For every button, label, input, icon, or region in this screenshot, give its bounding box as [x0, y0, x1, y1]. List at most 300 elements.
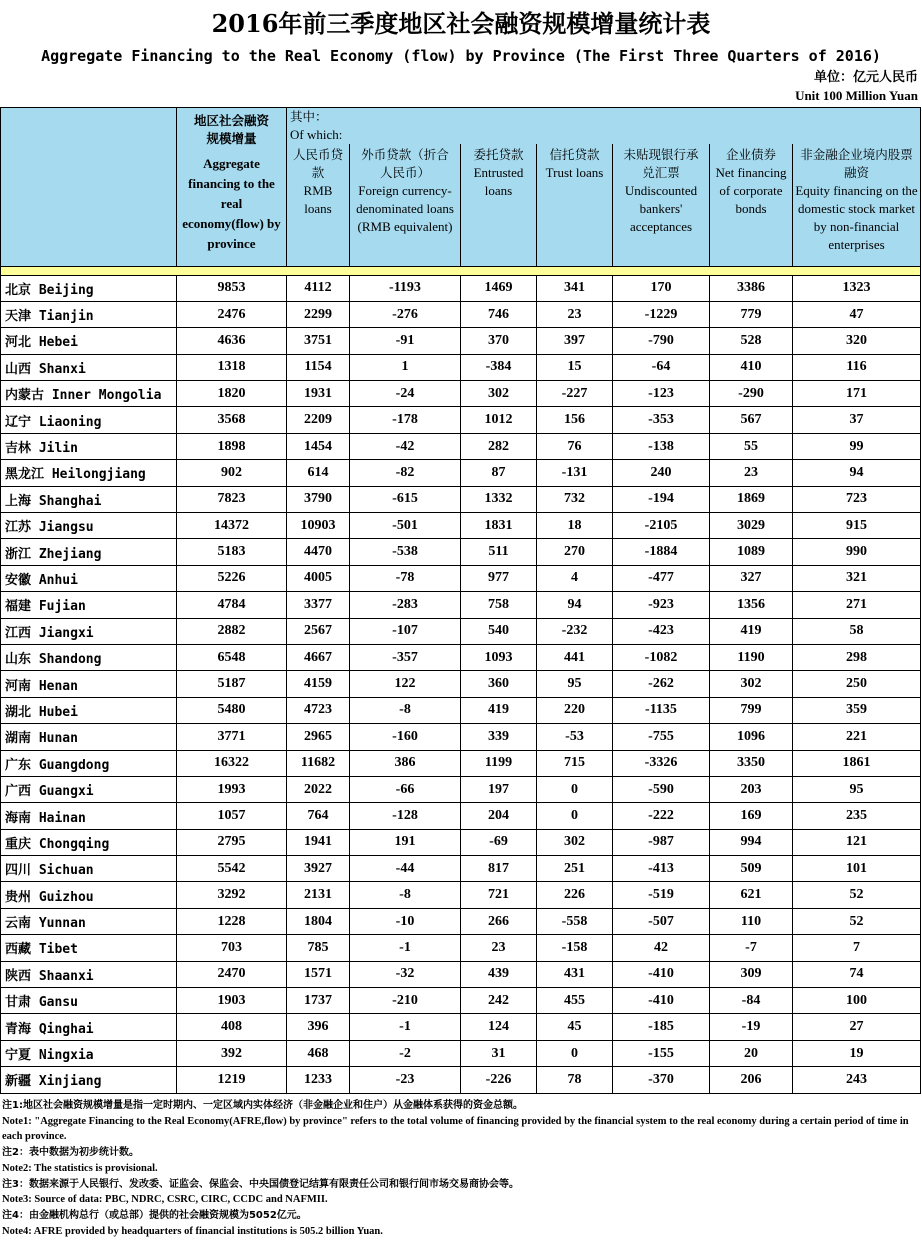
value-cell: 3377: [287, 592, 350, 618]
value-cell: 2795: [177, 829, 287, 855]
value-cell: -69: [461, 829, 537, 855]
value-cell: 240: [613, 460, 710, 486]
column-header-zh: 人民币贷款: [293, 147, 344, 180]
aggregate-header-zh: 地区社会融资规模增量: [193, 113, 269, 146]
value-cell: 4784: [177, 592, 287, 618]
value-cell: 703: [177, 935, 287, 961]
value-cell: -64: [613, 354, 710, 380]
page-title: 2016年前三季度地区社会融资规模增量统计表: [211, 9, 711, 38]
value-cell: -507: [613, 908, 710, 934]
province-cell: 内蒙古 Inner Mongolia: [1, 381, 177, 407]
table-row: [1, 328, 921, 354]
value-cell: 1831: [461, 513, 537, 539]
value-cell: 3386: [710, 275, 793, 301]
value-cell: 58: [793, 618, 921, 644]
province-cell: 河北 Hebei: [1, 328, 177, 354]
footnote: Note2: The statistics is provisional.: [2, 1162, 158, 1174]
value-cell: 42: [613, 935, 710, 961]
value-cell: 1089: [710, 539, 793, 565]
column-header: [613, 144, 710, 266]
value-cell: 1219: [177, 1067, 287, 1093]
value-cell: 4159: [287, 671, 350, 697]
value-cell: 7823: [177, 486, 287, 512]
value-cell: 1057: [177, 803, 287, 829]
province-cell: 重庆 Chongqing: [1, 829, 177, 855]
value-cell: -123: [613, 381, 710, 407]
table-row: [1, 618, 921, 644]
value-cell: 758: [461, 592, 537, 618]
province-cell: 甘肃 Gansu: [1, 988, 177, 1014]
value-cell: 0: [537, 1040, 613, 1066]
value-cell: 321: [793, 565, 921, 591]
value-cell: 1571: [287, 961, 350, 987]
value-cell: 746: [461, 301, 537, 327]
column-header-zh: 委托贷款: [473, 147, 524, 162]
value-cell: 3790: [287, 486, 350, 512]
value-cell: -384: [461, 354, 537, 380]
of-which-en: Of which:: [290, 127, 343, 142]
value-cell: -1135: [613, 697, 710, 723]
value-cell: -755: [613, 724, 710, 750]
of-which-zh: 其中：: [290, 109, 328, 124]
value-cell: 1228: [177, 908, 287, 934]
value-cell: -138: [613, 433, 710, 459]
column-header: [287, 144, 350, 266]
value-cell: 439: [461, 961, 537, 987]
value-cell: 121: [793, 829, 921, 855]
province-cell: 宁夏 Ningxia: [1, 1040, 177, 1066]
value-cell: 614: [287, 460, 350, 486]
value-cell: 2567: [287, 618, 350, 644]
value-cell: 1154: [287, 354, 350, 380]
footnote: 注1:地区社会融资规模增量是指一定时期内、一定区域内实体经济（非金融企业和住户）从金融体系获得的资金总额。: [2, 1100, 523, 1111]
value-cell: -262: [613, 671, 710, 697]
value-cell: 2476: [177, 301, 287, 327]
value-cell: -7: [710, 935, 793, 961]
value-cell: 197: [461, 776, 537, 802]
value-cell: 116: [793, 354, 921, 380]
value-cell: 270: [537, 539, 613, 565]
value-cell: -160: [350, 724, 461, 750]
value-cell: -590: [613, 776, 710, 802]
table-row: [1, 935, 921, 961]
value-cell: 1454: [287, 433, 350, 459]
value-cell: -790: [613, 328, 710, 354]
value-cell: 101: [793, 856, 921, 882]
value-cell: 1332: [461, 486, 537, 512]
value-cell: 468: [287, 1040, 350, 1066]
value-cell: -3326: [613, 750, 710, 776]
value-cell: 3771: [177, 724, 287, 750]
value-cell: 1190: [710, 644, 793, 670]
value-cell: 994: [710, 829, 793, 855]
value-cell: 124: [461, 1014, 537, 1040]
value-cell: 915: [793, 513, 921, 539]
province-cell: 广西 Guangxi: [1, 776, 177, 802]
value-cell: -519: [613, 882, 710, 908]
province-cell: 新疆 Xinjiang: [1, 1067, 177, 1093]
value-cell: -2105: [613, 513, 710, 539]
value-cell: 1096: [710, 724, 793, 750]
column-header-en: Foreign currency-denominated loans (RMB equivalent): [356, 183, 454, 234]
value-cell: -84: [710, 988, 793, 1014]
value-cell: 5480: [177, 697, 287, 723]
value-cell: -1193: [350, 275, 461, 301]
value-cell: 2299: [287, 301, 350, 327]
province-cell: 江苏 Jiangsu: [1, 513, 177, 539]
table-row: [1, 407, 921, 433]
value-cell: 282: [461, 433, 537, 459]
value-cell: 567: [710, 407, 793, 433]
value-cell: 397: [537, 328, 613, 354]
value-cell: -107: [350, 618, 461, 644]
value-cell: -10: [350, 908, 461, 934]
value-cell: 732: [537, 486, 613, 512]
value-cell: 2131: [287, 882, 350, 908]
province-cell: 江西 Jiangxi: [1, 618, 177, 644]
column-header-en: Trust loans: [545, 165, 604, 180]
value-cell: 764: [287, 803, 350, 829]
province-cell: 辽宁 Liaoning: [1, 407, 177, 433]
value-cell: 723: [793, 486, 921, 512]
value-cell: -185: [613, 1014, 710, 1040]
value-cell: 1093: [461, 644, 537, 670]
table-row: [1, 513, 921, 539]
value-cell: 302: [461, 381, 537, 407]
value-cell: 47: [793, 301, 921, 327]
value-cell: -477: [613, 565, 710, 591]
value-cell: 94: [793, 460, 921, 486]
value-cell: 1469: [461, 275, 537, 301]
value-cell: 0: [537, 776, 613, 802]
value-cell: -19: [710, 1014, 793, 1040]
column-header-zh: 未贴现银行承兑汇票: [623, 147, 699, 180]
value-cell: 1931: [287, 381, 350, 407]
value-cell: 370: [461, 328, 537, 354]
aggregate-header-en: Aggregate financing to the real economy(flow) by province: [182, 156, 281, 251]
value-cell: 2882: [177, 618, 287, 644]
province-cell: 吉林 Jilin: [1, 433, 177, 459]
value-cell: -82: [350, 460, 461, 486]
value-cell: 243: [793, 1067, 921, 1093]
value-cell: 2965: [287, 724, 350, 750]
value-cell: 1: [350, 354, 461, 380]
table-row: [1, 724, 921, 750]
value-cell: 226: [537, 882, 613, 908]
value-cell: 431: [537, 961, 613, 987]
value-cell: -423: [613, 618, 710, 644]
value-cell: -158: [537, 935, 613, 961]
column-header-en: RMB loans: [303, 183, 333, 216]
province-cell: 云南 Yunnan: [1, 908, 177, 934]
value-cell: 27: [793, 1014, 921, 1040]
value-cell: -2: [350, 1040, 461, 1066]
value-cell: 302: [710, 671, 793, 697]
value-cell: 3751: [287, 328, 350, 354]
value-cell: 95: [537, 671, 613, 697]
table-row: [1, 565, 921, 591]
province-cell: 天津 Tianjin: [1, 301, 177, 327]
value-cell: 2470: [177, 961, 287, 987]
value-cell: 110: [710, 908, 793, 934]
value-cell: 341: [537, 275, 613, 301]
value-cell: 250: [793, 671, 921, 697]
table-row: [1, 354, 921, 380]
value-cell: 0: [537, 803, 613, 829]
value-cell: 1318: [177, 354, 287, 380]
table-row: [1, 856, 921, 882]
province-cell: 青海 Qinghai: [1, 1014, 177, 1040]
province-cell: 贵州 Guizhou: [1, 882, 177, 908]
value-cell: 251: [537, 856, 613, 882]
value-cell: 1993: [177, 776, 287, 802]
value-cell: 309: [710, 961, 793, 987]
value-cell: 2022: [287, 776, 350, 802]
value-cell: -222: [613, 803, 710, 829]
value-cell: 902: [177, 460, 287, 486]
value-cell: -410: [613, 988, 710, 1014]
value-cell: 170: [613, 275, 710, 301]
value-cell: 206: [710, 1067, 793, 1093]
value-cell: 1737: [287, 988, 350, 1014]
value-cell: 94: [537, 592, 613, 618]
value-cell: 9853: [177, 275, 287, 301]
value-cell: 99: [793, 433, 921, 459]
column-header: [710, 144, 793, 266]
table-row: [1, 697, 921, 723]
value-cell: 511: [461, 539, 537, 565]
value-cell: -53: [537, 724, 613, 750]
table-row: [1, 301, 921, 327]
value-cell: 359: [793, 697, 921, 723]
value-cell: -23: [350, 1067, 461, 1093]
value-cell: 1861: [793, 750, 921, 776]
table-row: [1, 988, 921, 1014]
value-cell: 23: [461, 935, 537, 961]
value-cell: -8: [350, 882, 461, 908]
value-cell: -210: [350, 988, 461, 1014]
value-cell: 20: [710, 1040, 793, 1066]
value-cell: 1903: [177, 988, 287, 1014]
value-cell: -410: [613, 961, 710, 987]
column-header-en: Undiscounted bankers' acceptances: [624, 183, 698, 234]
value-cell: -1: [350, 935, 461, 961]
footnote: Note4: AFRE provided by headquarters of financial institutions is 505.2 billion Yuan.: [2, 1225, 383, 1237]
value-cell: -32: [350, 961, 461, 987]
value-cell: 169: [710, 803, 793, 829]
value-cell: -558: [537, 908, 613, 934]
value-cell: 266: [461, 908, 537, 934]
footnote: 注2：表中数据为初步统计数。: [2, 1147, 139, 1159]
value-cell: 204: [461, 803, 537, 829]
value-cell: 327: [710, 565, 793, 591]
value-cell: -923: [613, 592, 710, 618]
value-cell: -987: [613, 829, 710, 855]
province-cell: 上海 Shanghai: [1, 486, 177, 512]
value-cell: 441: [537, 644, 613, 670]
value-cell: 1199: [461, 750, 537, 776]
value-cell: -1884: [613, 539, 710, 565]
value-cell: 122: [350, 671, 461, 697]
value-cell: 509: [710, 856, 793, 882]
value-cell: 11682: [287, 750, 350, 776]
value-cell: 4: [537, 565, 613, 591]
value-cell: -24: [350, 381, 461, 407]
value-cell: 203: [710, 776, 793, 802]
table-row: [1, 1067, 921, 1093]
value-cell: 271: [793, 592, 921, 618]
column-header-zh: 非金融企业境内股票融资: [800, 147, 913, 180]
value-cell: 235: [793, 803, 921, 829]
value-cell: 1898: [177, 433, 287, 459]
footnote: 注3：数据来源于人民银行、发改委、证监会、保监会、中央国债登记结算有限责任公司和银行间市场交易商协会等。: [2, 1178, 519, 1190]
province-cell: 黑龙江 Heilongjiang: [1, 460, 177, 486]
footnote: 注4：由金融机构总行（或总部）提供的社会融资规模为5052亿元。: [2, 1209, 307, 1221]
province-cell: 海南 Hainan: [1, 803, 177, 829]
value-cell: 817: [461, 856, 537, 882]
value-cell: 1804: [287, 908, 350, 934]
province-cell: 山东 Shandong: [1, 644, 177, 670]
value-cell: 55: [710, 433, 793, 459]
value-cell: 392: [177, 1040, 287, 1066]
header-separator: [1, 266, 921, 275]
value-cell: 302: [537, 829, 613, 855]
value-cell: 1233: [287, 1067, 350, 1093]
province-cell: 安徽 Anhui: [1, 565, 177, 591]
table-row: [1, 592, 921, 618]
value-cell: -91: [350, 328, 461, 354]
province-cell: 广东 Guangdong: [1, 750, 177, 776]
value-cell: -78: [350, 565, 461, 591]
footnote: Note1: "Aggregate Financing to the Real Economy(AFRE,flow) by province" refers to the total volume of financing provided by the financial system to the real economy during a certain period of time in each province.: [2, 1115, 909, 1143]
footnote: Note3: Source of data: PBC, NDRC, CSRC, CIRC, CCDC and NAFMII.: [2, 1194, 328, 1206]
value-cell: 76: [537, 433, 613, 459]
value-cell: 87: [461, 460, 537, 486]
value-cell: 78: [537, 1067, 613, 1093]
value-cell: 191: [350, 829, 461, 855]
value-cell: 320: [793, 328, 921, 354]
value-cell: -370: [613, 1067, 710, 1093]
value-cell: 3350: [710, 750, 793, 776]
value-cell: 220: [537, 697, 613, 723]
page-subtitle: Aggregate Financing to the Real Economy (flow) by Province (The First Three Quarters of 2016): [41, 47, 881, 65]
value-cell: 242: [461, 988, 537, 1014]
table-row: [1, 486, 921, 512]
value-cell: 410: [710, 354, 793, 380]
value-cell: 1869: [710, 486, 793, 512]
value-cell: 386: [350, 750, 461, 776]
value-cell: 1820: [177, 381, 287, 407]
value-cell: -538: [350, 539, 461, 565]
province-cell: 福建 Fujian: [1, 592, 177, 618]
table-row: [1, 644, 921, 670]
value-cell: 721: [461, 882, 537, 908]
value-cell: -66: [350, 776, 461, 802]
value-cell: -226: [461, 1067, 537, 1093]
column-header-zh: 企业债券: [725, 147, 776, 162]
table-row: [1, 776, 921, 802]
column-header-en: Net financing of corporate bonds: [715, 165, 787, 216]
table-row: [1, 803, 921, 829]
table-row: [1, 829, 921, 855]
value-cell: 4005: [287, 565, 350, 591]
value-cell: -276: [350, 301, 461, 327]
value-cell: 2209: [287, 407, 350, 433]
value-cell: 4636: [177, 328, 287, 354]
value-cell: 23: [710, 460, 793, 486]
value-cell: 18: [537, 513, 613, 539]
value-cell: 5542: [177, 856, 287, 882]
table-row: [1, 381, 921, 407]
table-row: [1, 750, 921, 776]
value-cell: -1: [350, 1014, 461, 1040]
value-cell: -42: [350, 433, 461, 459]
value-cell: 4723: [287, 697, 350, 723]
province-header: [1, 108, 177, 267]
value-cell: 419: [461, 697, 537, 723]
value-cell: 360: [461, 671, 537, 697]
value-cell: 298: [793, 644, 921, 670]
column-header-zh: 信托贷款: [549, 147, 600, 162]
value-cell: 6548: [177, 644, 287, 670]
value-cell: 95: [793, 776, 921, 802]
value-cell: 221: [793, 724, 921, 750]
value-cell: 52: [793, 882, 921, 908]
value-cell: 23: [537, 301, 613, 327]
value-cell: 52: [793, 908, 921, 934]
value-cell: 1323: [793, 275, 921, 301]
value-cell: 990: [793, 539, 921, 565]
unit-label-en: Unit 100 Million Yuan: [795, 88, 918, 103]
value-cell: 621: [710, 882, 793, 908]
value-cell: 100: [793, 988, 921, 1014]
value-cell: -290: [710, 381, 793, 407]
table-row: [1, 882, 921, 908]
table-row: [1, 671, 921, 697]
value-cell: 16322: [177, 750, 287, 776]
column-header-zh: 外币贷款（折合人民币）: [361, 147, 449, 180]
financing-table: [0, 107, 921, 1094]
value-cell: 7: [793, 935, 921, 961]
value-cell: -232: [537, 618, 613, 644]
table-row: [1, 961, 921, 987]
value-cell: -283: [350, 592, 461, 618]
value-cell: 156: [537, 407, 613, 433]
province-cell: 陕西 Shaanxi: [1, 961, 177, 987]
column-header: [537, 144, 613, 266]
table-row: [1, 275, 921, 301]
province-cell: 四川 Sichuan: [1, 856, 177, 882]
province-cell: 西藏 Tibet: [1, 935, 177, 961]
province-cell: 浙江 Zhejiang: [1, 539, 177, 565]
value-cell: 4667: [287, 644, 350, 670]
value-cell: 15: [537, 354, 613, 380]
value-cell: 31: [461, 1040, 537, 1066]
value-cell: -8: [350, 697, 461, 723]
value-cell: 3029: [710, 513, 793, 539]
value-cell: 785: [287, 935, 350, 961]
province-cell: 湖北 Hubei: [1, 697, 177, 723]
of-which-header: [287, 108, 921, 145]
column-header: [793, 144, 921, 266]
value-cell: -357: [350, 644, 461, 670]
value-cell: 45: [537, 1014, 613, 1040]
value-cell: 977: [461, 565, 537, 591]
table-row: [1, 908, 921, 934]
value-cell: -44: [350, 856, 461, 882]
value-cell: 540: [461, 618, 537, 644]
value-cell: 14372: [177, 513, 287, 539]
